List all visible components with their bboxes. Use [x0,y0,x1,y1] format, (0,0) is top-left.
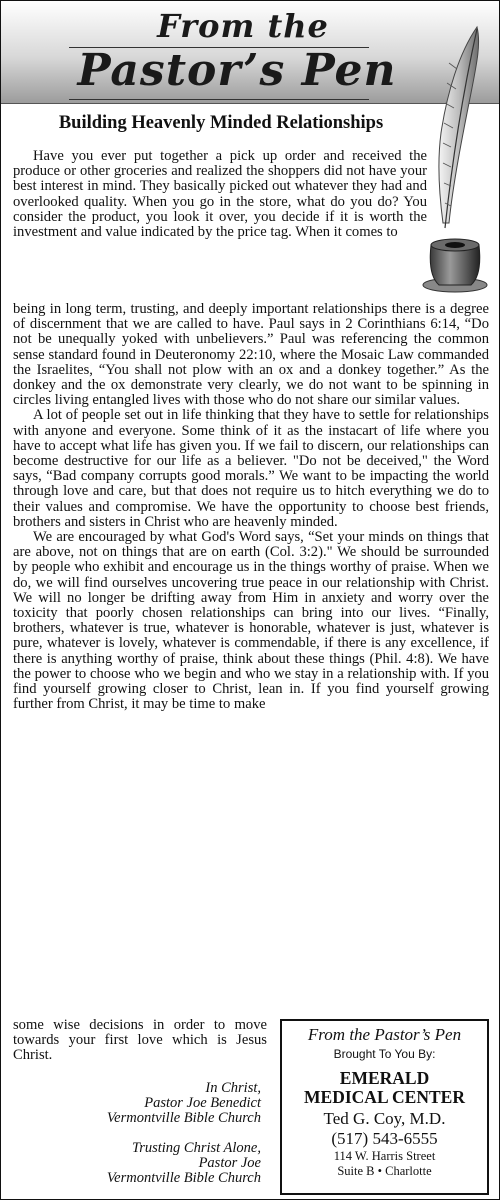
signature-2-line-1: Trusting Christ Alone, [131,1140,261,1156]
sponsor-name-line-1: EMERALD [339,1068,430,1088]
sponsor-ad-box [280,1019,489,1195]
banner-rule-bottom [69,99,369,100]
signature-block-2 [13,1141,261,1186]
quill-and-inkwell-icon [419,23,489,295]
signature-2-line-3: Vermontville Bible Church [106,1170,261,1186]
signature-1-line-2: Pastor Joe Benedict [144,1095,261,1111]
sponsor-address-line-2: Suite B • Charlotte [337,1164,432,1178]
banner-title-line2: Pastor’s Pen [77,45,397,96]
ad-subtitle: Brought To You By: [333,1047,436,1061]
article-headline: Building Heavenly Minded Relationships [58,113,384,133]
sponsor-address-line-1: 114 W. Harris Street [333,1149,436,1163]
signature-block-1 [13,1081,261,1126]
paragraph-1-continued: being in long term, trusting, and deeply important relationships there is a degree of discernment that we are called to have. Paul says in 2 Corinthians 6:14, “Do not be unequally yoked with unbelievers.” Paul was referencing the common sense standard found in Deuteronomy 22:10, where the Mosaic Law commanded the Israelites, “You shall not plow with an ox and a donkey together.” As the donkey and the ox demonstrate very clearly, we do not want to be spinning in circles living entangled lives with those who do not share our similar values. [13,301,489,409]
signature-2-line-2: Pastor Joe [198,1155,261,1171]
sponsor-doctor: Ted G. Coy, M.D. [323,1109,446,1128]
article-body-bottom [13,1018,267,1064]
signature-1-line-3: Vermontville Bible Church [106,1110,261,1126]
paragraph-2: A lot of people set out in life thinking that they have to settle for relationships with anyone and everyone. Some think of it as the instacart of life where you have to accept what life has given you. If we fail to discern, our relationships can become destructive for our life as a believer. "Do not be deceived," the Word says, “Bad company corrupts good morals.” We want to be impacting the world through love and care, but that does not require us to hitch everything we do to their values and compromise. We have the opportunity to choose best friends, brothers and sisters in Christ who are heavenly minded. [13,407,489,530]
article-body-middle [13,302,489,712]
signature-1-line-1: In Christ, [205,1080,261,1096]
paragraph-1: Have you ever put together a pick up order and received the produce or other groceries and realized the shoppers did not have your best interest in mind. They basically picked out whatever they had and overlooked quality. When you go in the store, what do you do? You consider the product, you look it over, you decide if it is worth the investment and value indicated by the price tag. When it comes to [13,148,427,241]
paragraph-3: We are encouraged by what God's Word says, “Set your minds on things that are above, not on things that are on earth (Col. 3:2)." We should be surrounded by people who exhibit and encourage us in the things worthy of praise. When we do, we will find ourselves uncovering true peace in our relationship with Christ. We will no longer be drifting away from Him in anxiety and worry over the toxicity that poorly chosen relationships can bring into our lives. “Finally, brothers, whatever is true, whatever is honorable, whatever is just, whatever is pure, whatever is lovely, whatever is commendable, if there is any excellence, if there is anything worthy of praise, think about these things (Phil. 4:8). We have the power to choose who we begin and who we stay in a relationship with. If you find yourself growing closer to Christ, lean in. If you find yourself growing further from Christ, it may be time to make [13,529,489,713]
paragraph-3-continued: some wise decisions in order to move towards your first love which is Jesus Christ. [13,1017,267,1064]
sponsor-phone: (517) 543-6555 [331,1129,438,1148]
banner-title-line1: From the [157,7,329,45]
article-body-top [13,149,427,240]
ad-title: From the Pastor’s Pen [307,1025,462,1044]
sponsor-name-line-2: MEDICAL CENTER [304,1087,465,1107]
